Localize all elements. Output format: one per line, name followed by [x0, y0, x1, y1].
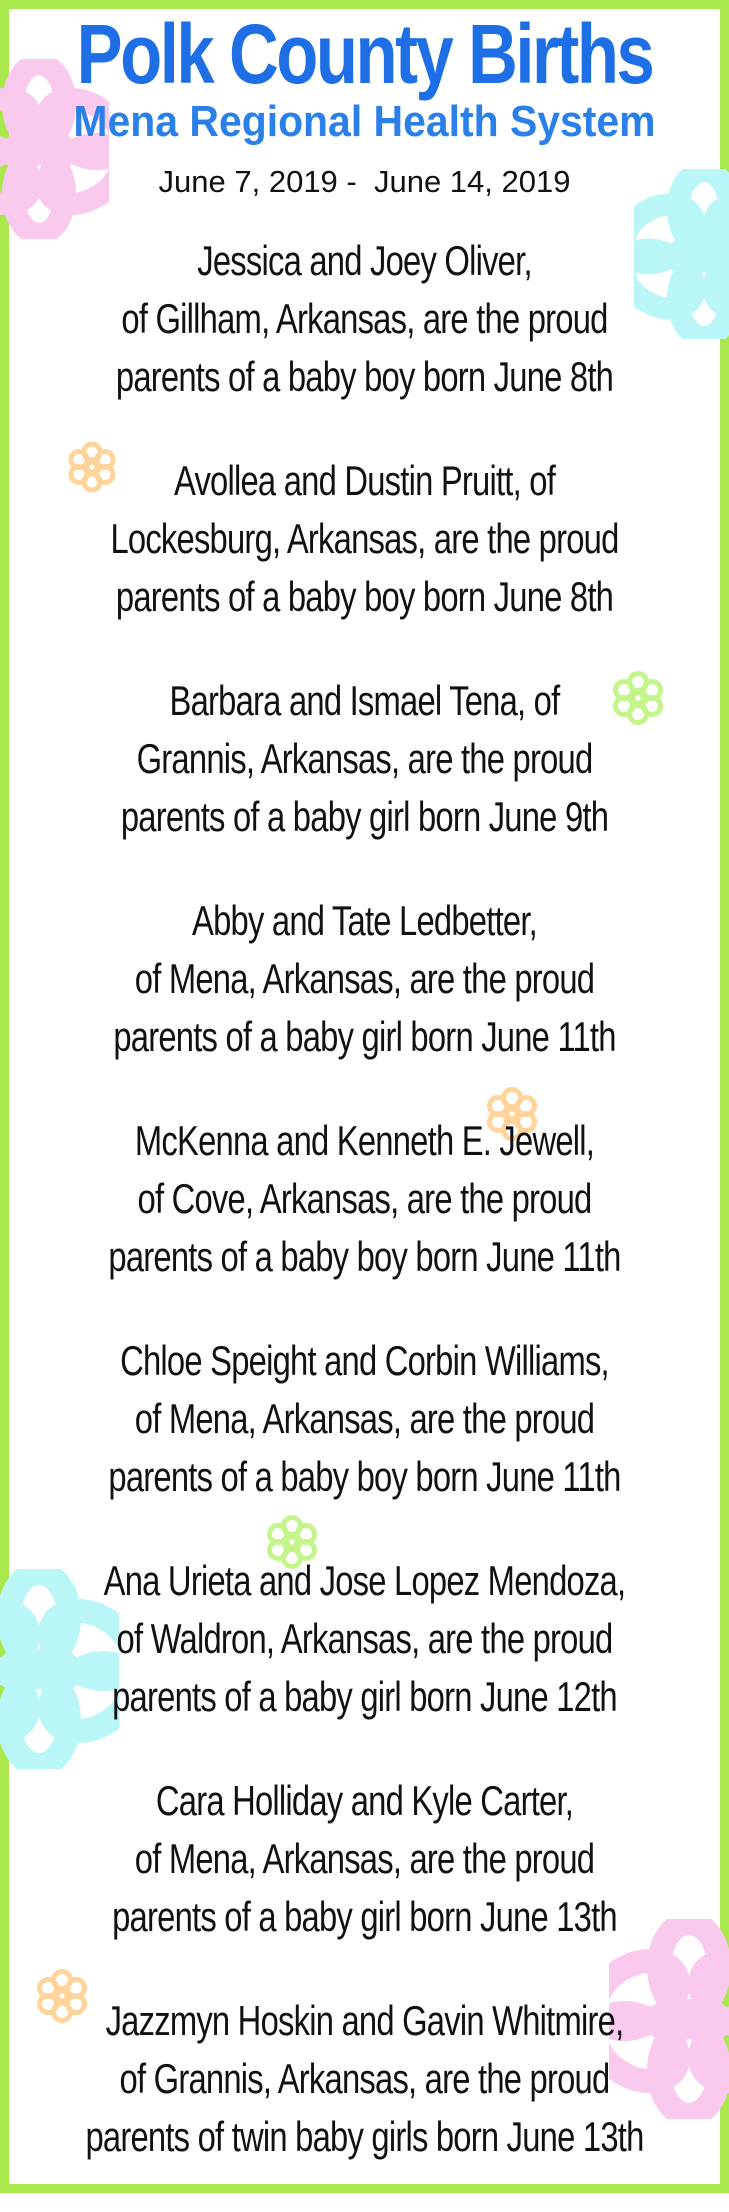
birth-announcement [0, 892, 729, 1112]
announcement-line: of Gillham, Arkansas, are the proud [121, 295, 608, 342]
announcement-line: of Mena, Arkansas, are the proud [134, 1835, 595, 1882]
announcement-line: of Grannis, Arkansas, are the proud [119, 2055, 610, 2102]
page-title: Polk County Births [76, 7, 653, 101]
announcement-line: parents of a baby girl born June 9th [120, 793, 609, 840]
announcement-line: of Cove, Arkansas, are the proud [137, 1175, 592, 1222]
announcement-line: Avollea and Dustin Pruitt, of [173, 457, 556, 504]
birth-announcement [0, 1772, 729, 1992]
announcement-line: Jessica and Joey Oliver, [197, 237, 532, 284]
page-subtitle: Mena Regional Health System [73, 97, 656, 146]
announcement-line: of Waldron, Arkansas, are the proud [116, 1615, 613, 1662]
announcement-line: parents of a baby girl born June 11th [113, 1013, 616, 1060]
birth-announcement [0, 452, 729, 672]
announcement-line: parents of a baby boy born June 11th [108, 1453, 621, 1500]
birth-announcement [0, 1112, 729, 1332]
birth-announcement [0, 1992, 729, 2212]
announcement-line: of Mena, Arkansas, are the proud [134, 955, 595, 1002]
date-range: June 7, 2019 - June 14, 2019 [158, 164, 571, 199]
announcement-line: McKenna and Kenneth E. Jewell, [134, 1117, 595, 1164]
announcement-line: Barbara and Ismael Tena, of [169, 677, 560, 724]
announcement-line: Chloe Speight and Corbin Williams, [120, 1337, 609, 1384]
announcement-line: of Mena, Arkansas, are the proud [134, 1395, 595, 1442]
birth-announcement [0, 232, 729, 452]
announcement-line: parents of a baby boy born June 8th [115, 573, 614, 620]
header [0, 0, 729, 202]
announcement-line: parents of twin baby girls born June 13th [85, 2113, 644, 2160]
announcement-line: Grannis, Arkansas, are the proud [136, 735, 593, 782]
announcement-line: Ana Urieta and Jose Lopez Mendoza, [103, 1557, 626, 1604]
announcement-line: Jazzmyn Hoskin and Gavin Whitmire, [105, 1997, 624, 2044]
announcement-line: Lockesburg, Arkansas, are the proud [110, 515, 619, 562]
announcement-line: Abby and Tate Ledbetter, [192, 897, 537, 944]
birth-announcement [0, 672, 729, 892]
announcement-line: parents of a baby boy born June 8th [115, 353, 614, 400]
announcement-line: parents of a baby girl born June 13th [112, 1893, 617, 1940]
birth-announcements [0, 232, 729, 2212]
birth-announcement [0, 1332, 729, 1552]
announcement-line: parents of a baby boy born June 11th [108, 1233, 621, 1280]
birth-announcement [0, 1552, 729, 1772]
announcement-line: Cara Holliday and Kyle Carter, [155, 1777, 574, 1824]
announcement-line: parents of a baby girl born June 12th [112, 1673, 617, 1720]
